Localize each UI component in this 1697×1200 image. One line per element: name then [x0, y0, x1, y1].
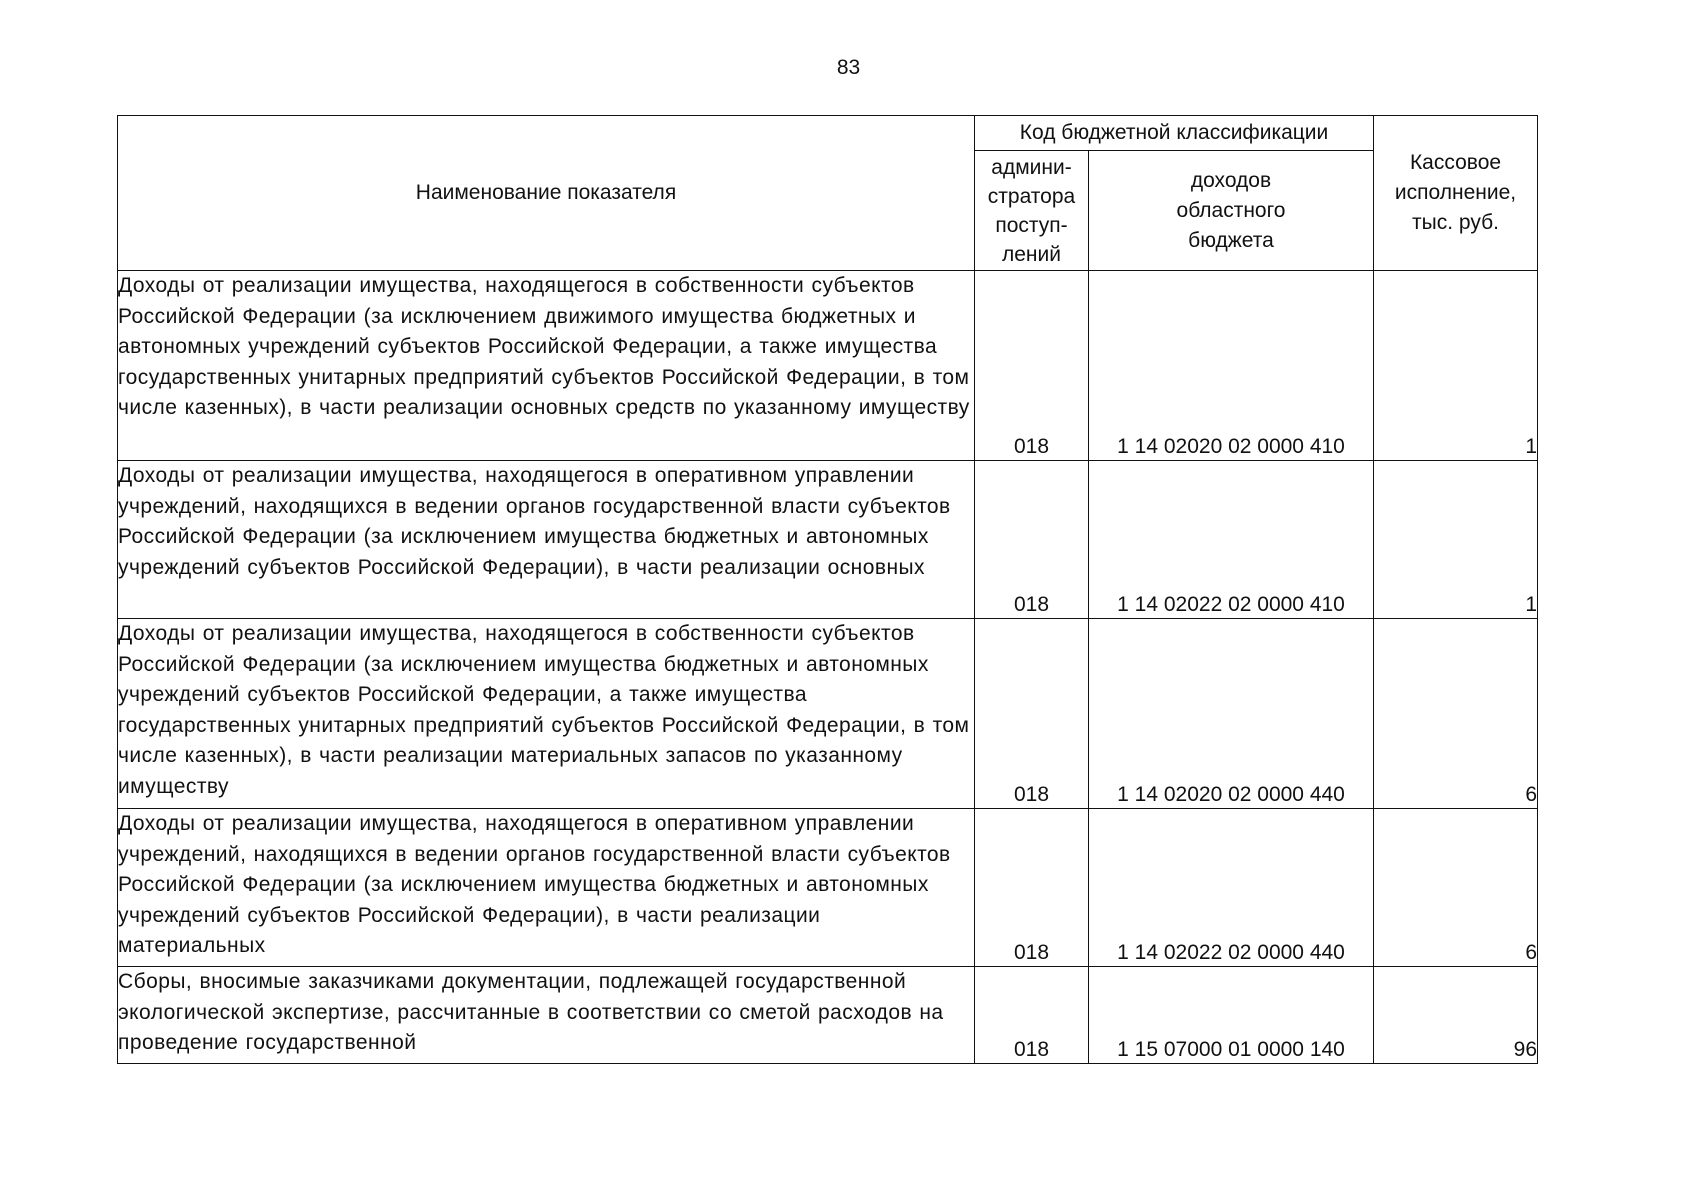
- row-amount: 6: [1374, 619, 1538, 809]
- table-row: [118, 809, 1538, 967]
- row-amount: 1: [1374, 271, 1538, 461]
- row-indicator-name: Доходы от реализации имущества, находящегося в собственности субъектов Российской Федерации (за исключением движимого имущества бюджетных и автономных учреждений субъектов Российской Федерации, а также имущества государственных унитарных предприятий субъектов Российской Федерации, в том числе казенных), в части реализации основных средств по указанному имуществу: [118, 271, 975, 461]
- page-number: 83: [836, 56, 861, 79]
- table-header: [118, 116, 1538, 271]
- row-indicator-name: Доходы от реализации имущества, находящегося в собственности субъектов Российской Федерации (за исключением имущества бюджетных и автономных учреждений субъектов Российской Федерации, а также имущества государственных унитарных предприятий субъектов Российской Федерации, в том числе казенных), в части реализации материальных запасов по указанному имуществу: [118, 619, 975, 809]
- row-revenue-code: 1 14 02022 02 0000 410: [1089, 461, 1374, 619]
- row-administrator-code: 018: [975, 809, 1089, 967]
- header-regional-revenue: доходов областного бюджета: [1089, 151, 1374, 271]
- row-administrator-code: 018: [975, 967, 1089, 1064]
- row-indicator-name: Сборы, вносимые заказчиками документации, подлежащей государственной экологической экспертизе, рассчитанные в соответствии со сметой расходов на проведение государственной: [118, 967, 975, 1064]
- row-revenue-code: 1 14 02020 02 0000 410: [1089, 271, 1374, 461]
- header-indicator-name: Наименование показателя: [118, 116, 975, 271]
- row-indicator-name: Доходы от реализации имущества, находящегося в оперативном управлении учреждений, находящихся в ведении органов государственной власти субъектов Российской Федерации (за исключением имущества бюджетных и автономных учреждений субъектов Российской Федерации), в части реализации материальных: [118, 809, 975, 967]
- row-amount: 1: [1374, 461, 1538, 619]
- header-budget-classification-code: Код бюджетной классификации: [975, 116, 1374, 151]
- header-cash-execution: Кассовое исполнение, тыс. руб.: [1374, 116, 1538, 271]
- row-amount: 96: [1374, 967, 1538, 1064]
- table-row: [118, 271, 1538, 461]
- row-revenue-code: 1 14 02022 02 0000 440: [1089, 809, 1374, 967]
- row-administrator-code: 018: [975, 461, 1089, 619]
- budget-revenue-table: [117, 115, 1538, 1064]
- row-amount: 6: [1374, 809, 1538, 967]
- table-row: [118, 619, 1538, 809]
- table-row: [118, 967, 1538, 1064]
- row-revenue-code: 1 15 07000 01 0000 140: [1089, 967, 1374, 1064]
- table-row: [118, 461, 1538, 619]
- header-administrator: админи- стратора поступ- лений: [975, 151, 1089, 271]
- row-indicator-name: Доходы от реализации имущества, находящегося в оперативном управлении учреждений, находящихся в ведении органов государственной власти субъектов Российской Федерации (за исключением имущества бюджетных и автономных учреждений субъектов Российской Федерации), в части реализации основных: [118, 461, 975, 619]
- row-administrator-code: 018: [975, 619, 1089, 809]
- row-administrator-code: 018: [975, 271, 1089, 461]
- row-revenue-code: 1 14 02020 02 0000 440: [1089, 619, 1374, 809]
